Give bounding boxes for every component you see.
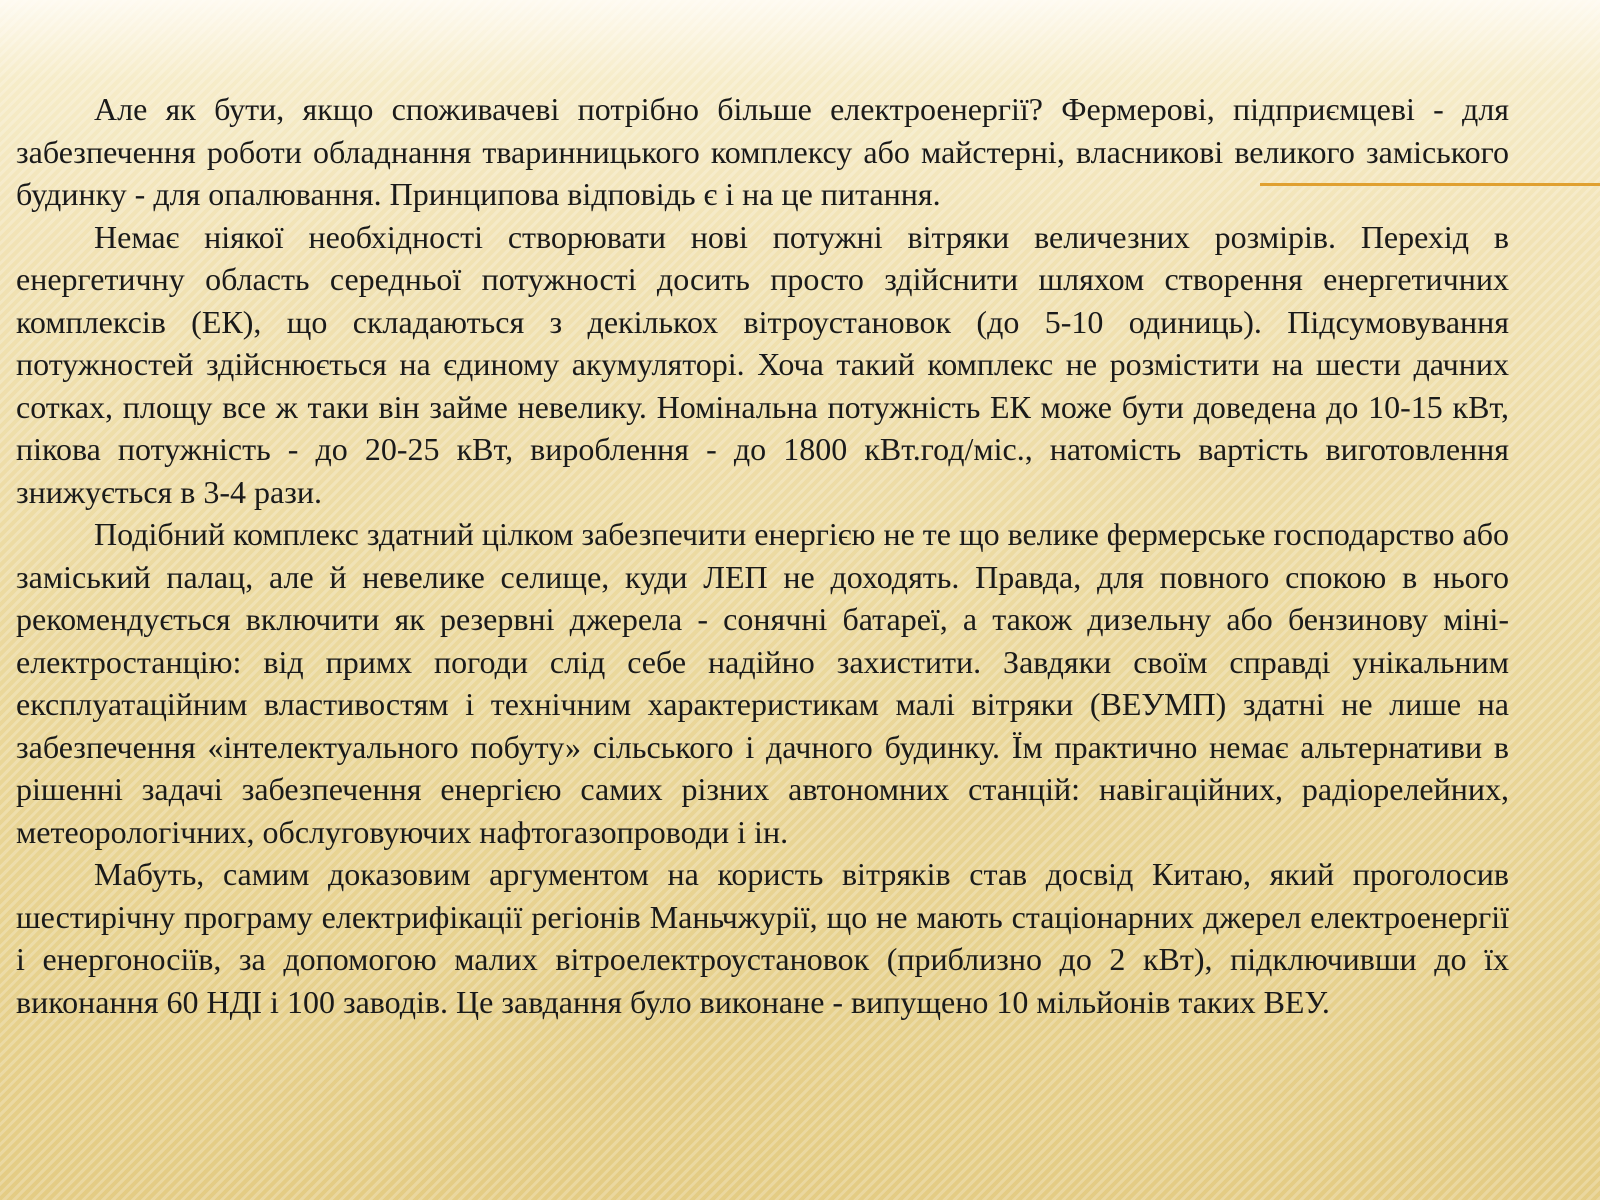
paragraph-3: Подібний комплекс здатний цілком забезпечити енергією не те що велике фермерське господарство або заміський палац, але й невелике селище, куди ЛЕП не доходять. Правда, для повного спокою в нього рекомендується включити як резервні джерела - сонячні батареї, а також дизельну або бензинову міні-електростанцію: від примх погоди слід себе надійно захистити. Завдяки своїм справді унікальним експлуатаційним властивостям і технічним характеристикам малі вітряки (ВЕУМП) здатні не лише на забезпечення «інтелектуального побуту» сільського і дачного будинку. Їм практично немає альтернативи в рішенні задачі забезпечення енергією самих різних автономних станцій: навігаційних, радіорелейних, метеорологічних, обслуговуючих нафтогазопроводи і ін. bbox=[16, 516, 1509, 850]
paragraph-2: Немає ніякої необхідності створювати нові потужні вітряки величезних розмірів. Перехід в енергетичну область середньої потужності досить просто здійснити шляхом створення енергетичних комплексів (ЕК), що складаються з декількох вітроустановок (до 5-10 одиниць). Підсумовування потужностей здійснюється на єдиному акумуляторі. Хоча такий комплекс не розмістити на шести дачних сотках, площу все ж таки він займе невелику. Номінальна потужність ЕК може бути доведена до 10-15 кВт, пікова потужність - до 20-25 кВт, вироблення - до 1800 кВт.год/міс., натомість вартість виготовлення знижується в 3-4 рази. bbox=[16, 218, 1509, 510]
paragraph-1: Але як бути, якщо споживачеві потрібно більше електроенергії? Фермерові, підприємцеві - для забезпечення роботи обладнання тваринницького комплексу або майстерні, власникові великого заміського будинку - для опалювання. Принципова відповідь є і на це питання. bbox=[16, 91, 1509, 212]
text-body bbox=[16, 88, 1509, 1023]
paragraph-4: Мабуть, самим доказовим аргументом на користь вітряків став досвід Китаю, який проголосив шестирічну програму електрифікації регіонів Маньчжурії, що не мають стаціонарних джерел електроенергії і енергоносіїв, за допомогою малих вітроелектроустановок (приблизно до 2 кВт), підключивши до їх виконання 60 НДІ і 100 заводів. Це завдання було виконане - випущено 10 мільйонів таких ВЕУ. bbox=[16, 856, 1509, 1020]
